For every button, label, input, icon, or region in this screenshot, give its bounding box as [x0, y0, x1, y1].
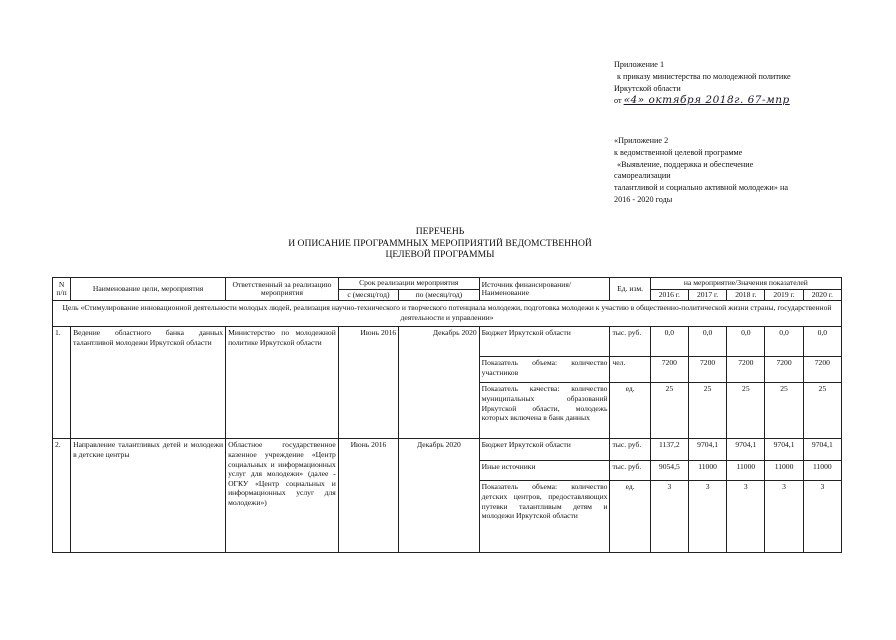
row-to: Декабрь 2020: [399, 327, 480, 439]
appendix-1-line: Иркутской области: [614, 83, 681, 93]
appendix-2-block: [614, 135, 788, 206]
header-unit: Ед. изм.: [610, 278, 650, 301]
row-value: 3: [727, 481, 765, 553]
row-source: Бюджет Иркутской области: [479, 439, 610, 461]
row-value: 0,0: [803, 327, 841, 357]
date-prefix: от: [614, 96, 622, 106]
row-value: 25: [727, 383, 765, 439]
header-values: на мероприятие/Значения показателей: [650, 278, 841, 290]
row-value: 3: [650, 481, 688, 553]
row-num: 2.: [53, 439, 71, 553]
row-value: 7200: [650, 357, 688, 383]
row-unit: тыс. руб.: [610, 461, 650, 481]
header-year: 2019 г.: [765, 289, 803, 301]
appendix-1-block: [614, 59, 791, 107]
row-value: 7200: [765, 357, 803, 383]
header-to: по (месяц/год): [399, 289, 480, 301]
document-title: [260, 226, 620, 261]
handwritten-date-number: «4» октября 2018г. 67-мпр: [623, 94, 790, 107]
row-source: Показатель объема: количество участников: [479, 357, 610, 383]
appendix-1-date-line: [614, 95, 791, 107]
row-from: Июнь 2016: [338, 439, 398, 553]
row-unit: тыс. руб.: [610, 439, 650, 461]
row-value: 7200: [688, 357, 726, 383]
row-name: Ведение областного банка данных талантливой молодежи Иркутской области: [71, 327, 226, 439]
header-num: N п/п: [53, 278, 71, 301]
row-value: 7200: [727, 357, 765, 383]
header-source: Источник финансирования/Наименование: [479, 278, 610, 301]
header-name: Наименование цели, мероприятия: [71, 278, 226, 301]
row-value: 11000: [803, 461, 841, 481]
row-name: Направление талантливых детей и молодежи в детские центры: [71, 439, 226, 553]
row-source: Показатель качества: количество муниципальных образований Иркутской области, молодежь которых включена в банк данных: [479, 383, 610, 439]
row-unit: ед.: [610, 481, 650, 553]
row-value: 25: [650, 383, 688, 439]
header-year: 2020 г.: [803, 289, 841, 301]
row-value: 0,0: [727, 327, 765, 357]
row-source: Иные источники: [479, 461, 610, 481]
row-unit: чел.: [610, 357, 650, 383]
appendix-1-line: к приказу министерства по молодежной политике: [617, 71, 791, 81]
goal-row: [53, 301, 842, 327]
appendix-1-line: Приложение 1: [614, 60, 665, 69]
appendix-2-line: талантливой и социально активной молодежи» на: [614, 183, 788, 193]
row-source: Бюджет Иркутской области: [479, 327, 610, 357]
row-unit: тыс. руб.: [610, 327, 650, 357]
title-line: И ОПИСАНИЕ ПРОГРАММНЫХ МЕРОПРИЯТИЙ ВЕДОМСТВЕННОЙ: [288, 237, 592, 249]
program-table: [52, 277, 842, 553]
row-value: 1137,2: [650, 439, 688, 461]
row-value: 25: [688, 383, 726, 439]
appendix-2-line: «Приложение 2: [614, 136, 669, 145]
row-value: 9054,5: [650, 461, 688, 481]
row-value: 3: [765, 481, 803, 553]
table-row: [53, 327, 842, 357]
row-value: 0,0: [650, 327, 688, 357]
row-value: 3: [803, 481, 841, 553]
row-value: 9704,1: [688, 439, 726, 461]
table-row: [53, 439, 842, 461]
title-line: ЦЕЛЕВОЙ ПРОГРАММЫ: [385, 249, 495, 260]
row-value: 11000: [688, 461, 726, 481]
header-responsible: Ответственный за реализацию мероприятия: [226, 278, 339, 301]
row-value: 0,0: [765, 327, 803, 357]
header-from: с (месяц/год): [338, 289, 398, 301]
appendix-2-line: 2016 - 2020 годы: [614, 194, 673, 204]
appendix-2-line: «Выявление, поддержка и обеспечение: [617, 159, 754, 169]
header-year: 2017 г.: [688, 289, 726, 301]
header-year: 2016 г.: [650, 289, 688, 301]
row-value: 0,0: [688, 327, 726, 357]
title-line: ПЕРЕЧЕНЬ: [415, 226, 465, 237]
row-value: 25: [803, 383, 841, 439]
header-period: Срок реализации мероприятия: [338, 278, 479, 290]
row-value: 11000: [765, 461, 803, 481]
row-from: Июнь 2016: [338, 327, 398, 439]
row-unit: ед.: [610, 383, 650, 439]
row-source: Показатель объема: количество детских центров, предоставляющих путевки талантливым детям и молодежи Иркутской области: [479, 481, 610, 553]
row-value: 11000: [727, 461, 765, 481]
appendix-2-line: самореализации: [614, 171, 671, 181]
goal-text: Цель «Стимулирование инновационной деятельности молодых людей, реализация научно-технического и творческого потенциала молодежи, подготовка молодежи к участию в общественно-политической жизни страны, государственной деятельности и управлении»: [53, 301, 842, 327]
row-value: 3: [688, 481, 726, 553]
row-to: Декабрь 2020: [399, 439, 480, 553]
row-value: 9704,1: [803, 439, 841, 461]
row-value: 7200: [803, 357, 841, 383]
row-value: 9704,1: [765, 439, 803, 461]
row-num: 1.: [53, 327, 71, 439]
row-responsible: Областное государственное казенное учреждение «Центр социальных и информационных услуг для молодежи» (далее - ОГКУ «Центр социальных и информационных услуг для молодежи»): [226, 439, 339, 553]
row-value: 9704,1: [727, 439, 765, 461]
appendix-2-line: к ведомственной целевой программе: [614, 147, 743, 157]
header-year: 2018 г.: [727, 289, 765, 301]
header-row: [53, 278, 842, 290]
row-responsible: Министерство по молодежной политике Иркутской области: [226, 327, 339, 439]
row-value: 25: [765, 383, 803, 439]
